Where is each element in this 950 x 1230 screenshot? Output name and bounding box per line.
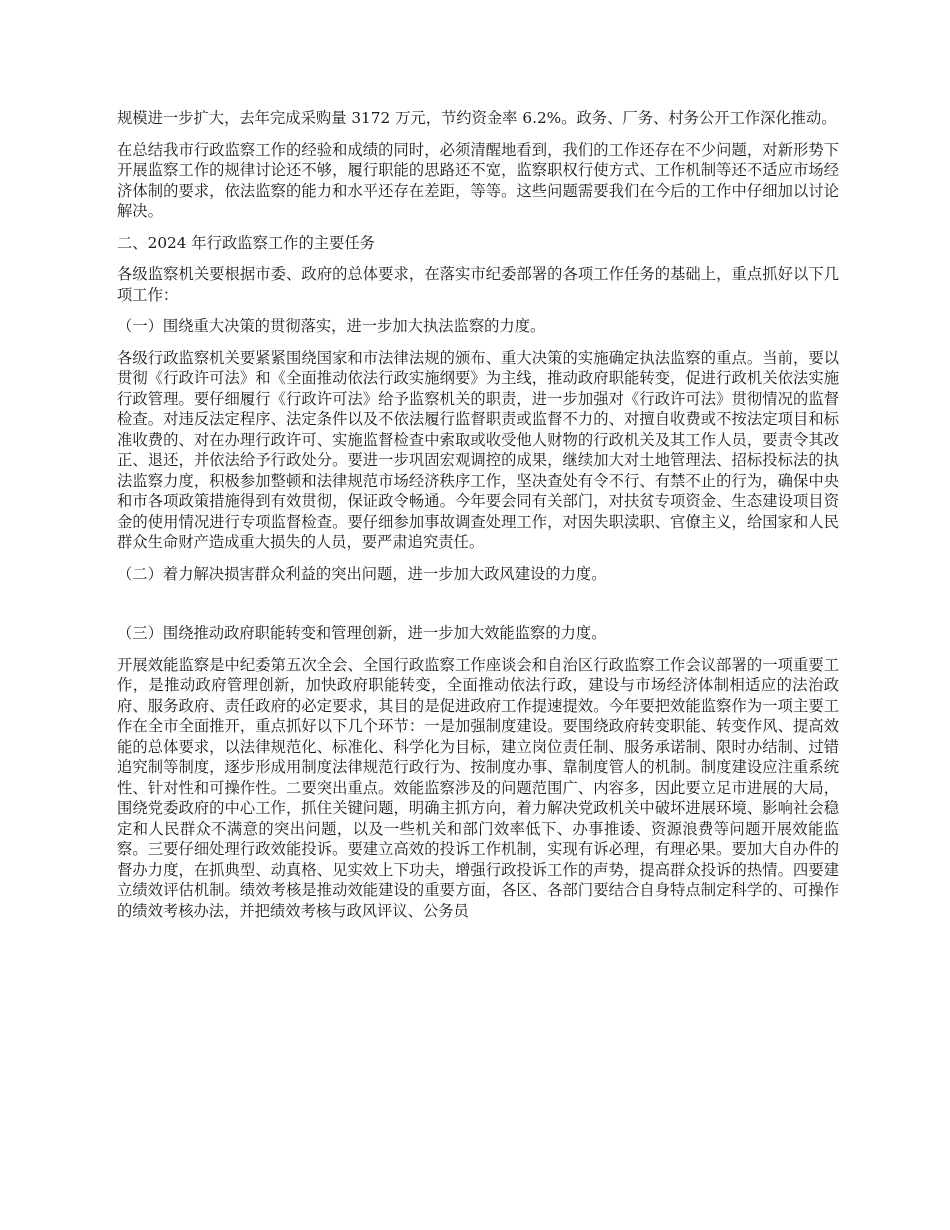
- section-heading: 二、2024 年行政监察工作的主要任务: [117, 233, 375, 252]
- body-paragraph: 开展效能监察是中纪委第五次全会、全国行政监察工作座谈会和自治区行政监察工作会议部署的一项重要工作，是推动政府管理创新，加快政府职能转变，全面推动依法行政，建设与市场经济体制相适应的法治政府、服务政府、责任政府的必定要求，其目的是促进政府工作提速提效。今年要把效能监察作为一项主要工作在全市全面推开，重点抓好以下几个环节：一是加强制度建设。要围绕政府转变职能、转变作风、提高效能的总体要求，以法律规范化、标准化、科学化为目标，建立岗位责任制、服务承诺制、限时办结制、过错追究制等制度，逐步形成用制度法律规范行政行为、按制度办事、靠制度管人的机制。制度建设应注重系统性、针对性和可操作性。二要突出重点。效能监察涉及的问题范围广、内容多，因此要立足市进展的大局，围绕党委政府的中心工作，抓住关键问题，明确主抓方向，着力解决党政机关中破坏进展环境、影响社会稳定和人民群众不满意的突出问题，以及一些机关和部门效率低下、办事推诿、资源浪费等问题开展效能监察。三要仔细处理行政效能投诉。要建立高效的投诉工作机制，实现有诉必理，有理必果。要加大自办件的督办力度，在抓典型、动真格、见实效上下功夫，增强行政投诉工作的声势，提高群众投诉的热情。四要建立绩效评估机制。绩效考核是推动效能建设的重要方面，各区、各部门要结合自身特点制定科学的、可操作的绩效考核办法，并把绩效考核与政风评议、公务员: [117, 655, 839, 920]
- body-paragraph: 各级监察机关要根据市委、政府的总体要求，在落实市纪委部署的各项工作任务的基础上，重点抓好以下几项工作：: [117, 265, 839, 304]
- subsection-heading: （二）着力解决损害群众利益的突出问题，进一步加大政风建设的力度。: [117, 564, 607, 583]
- subsection-heading: （一）围绕重大决策的贯彻落实，进一步加大执法监察的力度。: [117, 317, 546, 335]
- blank-space: [117, 595, 839, 623]
- body-paragraph: 规模进一步扩大，去年完成采购量 3172 万元，节约资金率 6.2%。政务、厂务、村务公开工作深化推动。: [117, 109, 837, 127]
- subsection-heading: （三）围绕推动政府职能转变和管理创新，进一步加大效能监察的力度。: [117, 624, 607, 642]
- document-page: [117, 108, 839, 932]
- body-paragraph: 各级行政监察机关要紧紧围绕国家和市法律法规的颁布、重大决策的实施确定执法监察的重点。当前，要以贯彻《行政许可法》和《全面推动依法行政实施纲要》为主线，推动政府职能转变，促进行政机关依法实施行政管理。要仔细履行《行政许可法》给予监察机关的职责，进一步加强对《行政许可法》贯彻情况的监督检查。对违反法定程序、法定条件以及不依法履行监督职责或监督不力的、对擅自收费或不按法定项目和标准收费的、对在办理行政许可、实施监督检查中索取或收受他人财物的行政机关及其工作人员，要责令其改正、退还，并依法给予行政处分。要进一步巩固宏观调控的成果，继续加大对土地管理法、招标投标法的执法监察力度，积极参加整顿和法律规范市场经济秩序工作，坚决查处有令不行、有禁不止的行为，确保中央和市各项政策措施得到有效贯彻，保证政令畅通。今年要会同有关部门，对扶贫专项资金、生态建设项目资金的使用情况进行专项监督检查。要仔细参加事故调查处理工作，对因失职渎职、官僚主义，给国家和人民群众生命财产造成重大损失的人员，要严肃追究责任。: [117, 348, 839, 551]
- body-paragraph: 在总结我市行政监察工作的经验和成绩的同时，必须清醒地看到，我们的工作还存在不少问题，对新形势下开展监察工作的规律讨论还不够，履行职能的思路还不宽，监察职权行使方式、工作机制等还不适应市场经济体制的要求，依法监察的能力和水平还存在差距，等等。这些问题需要我们在今后的工作中仔细加以讨论解决。: [117, 140, 839, 220]
